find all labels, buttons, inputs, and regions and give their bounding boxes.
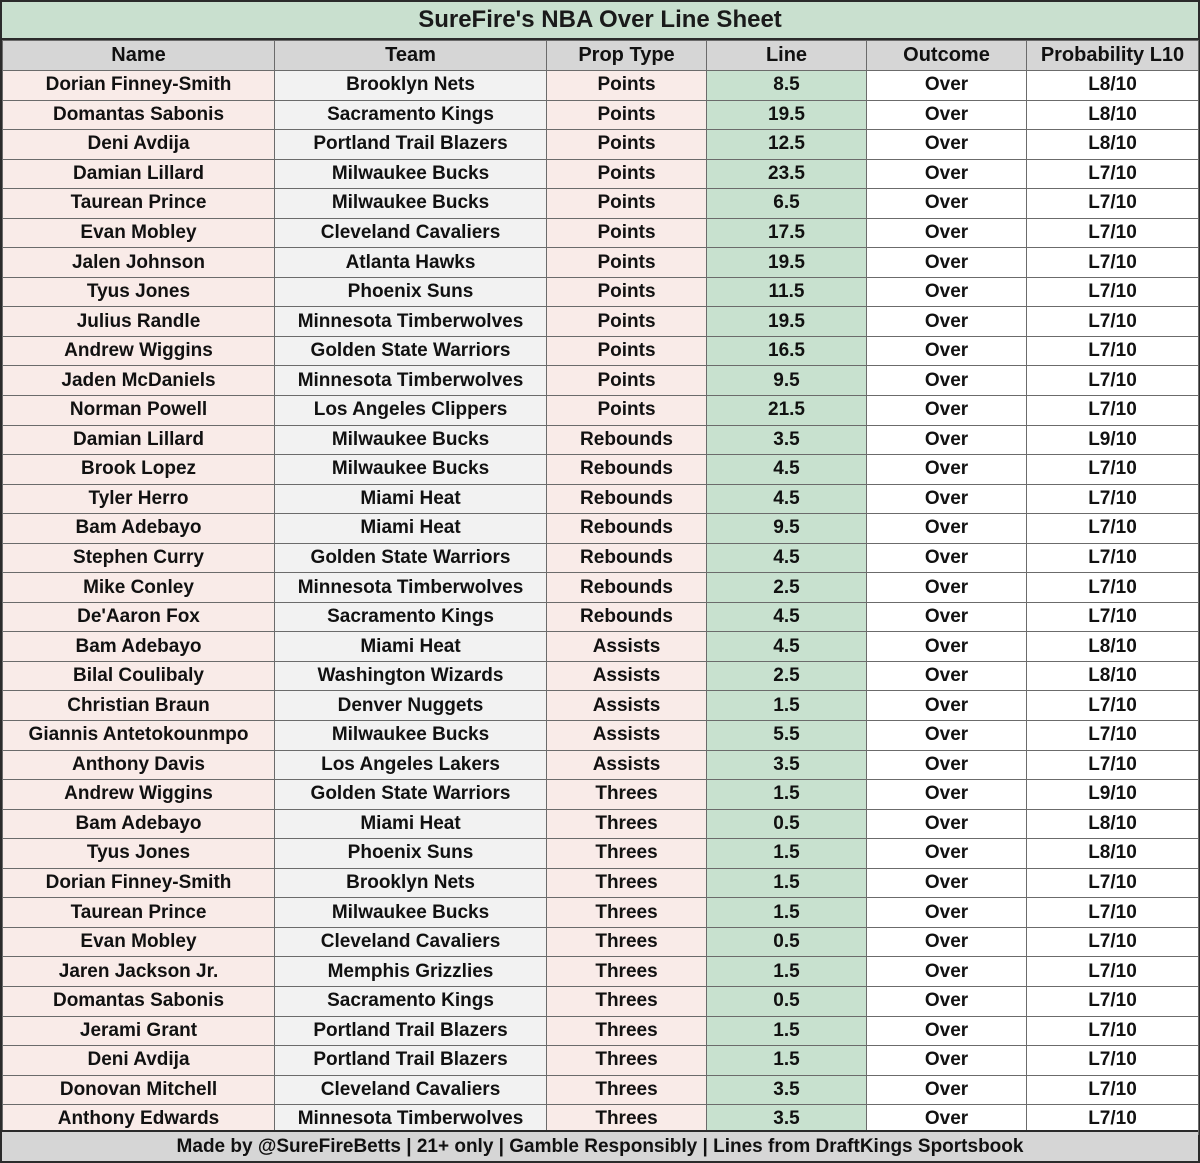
outcome-cell: Over: [867, 71, 1027, 101]
line-cell: 1.5: [707, 1016, 867, 1046]
line-cell: 19.5: [707, 248, 867, 278]
column-header-name: Name: [3, 41, 275, 71]
probability-cell: L7/10: [1027, 721, 1199, 751]
line-cell: 3.5: [707, 750, 867, 780]
probability-cell: L7/10: [1027, 396, 1199, 426]
team-cell: Sacramento Kings: [275, 986, 547, 1016]
props-table: [2, 40, 1199, 1135]
probability-cell: L7/10: [1027, 543, 1199, 573]
team-cell: Portland Trail Blazers: [275, 1016, 547, 1046]
prop-type-cell: Points: [547, 159, 707, 189]
outcome-cell: Over: [867, 957, 1027, 987]
table-row: [3, 277, 1199, 307]
outcome-cell: Over: [867, 100, 1027, 130]
team-cell: Golden State Warriors: [275, 543, 547, 573]
table-row: [3, 484, 1199, 514]
player-name-cell: Julius Randle: [3, 307, 275, 337]
line-cell: 5.5: [707, 721, 867, 751]
prop-type-cell: Assists: [547, 750, 707, 780]
player-name-cell: Dorian Finney-Smith: [3, 71, 275, 101]
player-name-cell: Norman Powell: [3, 396, 275, 426]
prop-type-cell: Threes: [547, 898, 707, 928]
table-row: [3, 602, 1199, 632]
outcome-cell: Over: [867, 1016, 1027, 1046]
prop-type-cell: Points: [547, 307, 707, 337]
prop-type-cell: Rebounds: [547, 543, 707, 573]
probability-cell: L7/10: [1027, 602, 1199, 632]
line-cell: 4.5: [707, 543, 867, 573]
line-cell: 0.5: [707, 986, 867, 1016]
table-row: [3, 336, 1199, 366]
outcome-cell: Over: [867, 543, 1027, 573]
team-cell: Los Angeles Clippers: [275, 396, 547, 426]
table-row: [3, 632, 1199, 662]
team-cell: Milwaukee Bucks: [275, 721, 547, 751]
probability-cell: L7/10: [1027, 277, 1199, 307]
team-cell: Phoenix Suns: [275, 277, 547, 307]
probability-cell: L7/10: [1027, 573, 1199, 603]
prop-type-cell: Points: [547, 218, 707, 248]
player-name-cell: Jaren Jackson Jr.: [3, 957, 275, 987]
prop-type-cell: Assists: [547, 721, 707, 751]
line-cell: 8.5: [707, 71, 867, 101]
prop-type-cell: Points: [547, 336, 707, 366]
player-name-cell: Bilal Coulibaly: [3, 661, 275, 691]
team-cell: Washington Wizards: [275, 661, 547, 691]
outcome-cell: Over: [867, 248, 1027, 278]
player-name-cell: Tyus Jones: [3, 839, 275, 869]
team-cell: Cleveland Cavaliers: [275, 927, 547, 957]
line-cell: 1.5: [707, 780, 867, 810]
team-cell: Sacramento Kings: [275, 100, 547, 130]
column-header-line: Line: [707, 41, 867, 71]
line-cell: 0.5: [707, 809, 867, 839]
player-name-cell: Domantas Sabonis: [3, 986, 275, 1016]
line-cell: 1.5: [707, 839, 867, 869]
prop-type-cell: Threes: [547, 1046, 707, 1076]
probability-cell: L7/10: [1027, 1016, 1199, 1046]
table-row: [3, 780, 1199, 810]
table-row: [3, 809, 1199, 839]
team-cell: Denver Nuggets: [275, 691, 547, 721]
player-name-cell: Deni Avdija: [3, 130, 275, 160]
outcome-cell: Over: [867, 573, 1027, 603]
table-row: [3, 218, 1199, 248]
team-cell: Milwaukee Bucks: [275, 189, 547, 219]
prop-type-cell: Points: [547, 277, 707, 307]
line-cell: 2.5: [707, 573, 867, 603]
team-cell: Minnesota Timberwolves: [275, 1105, 547, 1135]
outcome-cell: Over: [867, 721, 1027, 751]
probability-cell: L7/10: [1027, 455, 1199, 485]
player-name-cell: Mike Conley: [3, 573, 275, 603]
prop-type-cell: Threes: [547, 839, 707, 869]
prop-type-cell: Points: [547, 396, 707, 426]
table-row: [3, 366, 1199, 396]
line-cell: 2.5: [707, 661, 867, 691]
table-row: [3, 721, 1199, 751]
team-cell: Atlanta Hawks: [275, 248, 547, 278]
probability-cell: L8/10: [1027, 632, 1199, 662]
outcome-cell: Over: [867, 632, 1027, 662]
outcome-cell: Over: [867, 425, 1027, 455]
player-name-cell: Bam Adebayo: [3, 632, 275, 662]
line-cell: 11.5: [707, 277, 867, 307]
player-name-cell: Andrew Wiggins: [3, 780, 275, 810]
table-row: [3, 927, 1199, 957]
player-name-cell: Bam Adebayo: [3, 514, 275, 544]
table-row: [3, 661, 1199, 691]
line-cell: 9.5: [707, 514, 867, 544]
outcome-cell: Over: [867, 336, 1027, 366]
line-cell: 1.5: [707, 898, 867, 928]
player-name-cell: De'Aaron Fox: [3, 602, 275, 632]
team-cell: Minnesota Timberwolves: [275, 307, 547, 337]
table-row: [3, 543, 1199, 573]
outcome-cell: Over: [867, 484, 1027, 514]
probability-cell: L7/10: [1027, 1105, 1199, 1135]
team-cell: Portland Trail Blazers: [275, 130, 547, 160]
prop-type-cell: Threes: [547, 780, 707, 810]
player-name-cell: Jaden McDaniels: [3, 366, 275, 396]
team-cell: Miami Heat: [275, 632, 547, 662]
probability-cell: L7/10: [1027, 691, 1199, 721]
outcome-cell: Over: [867, 868, 1027, 898]
outcome-cell: Over: [867, 602, 1027, 632]
team-cell: Milwaukee Bucks: [275, 159, 547, 189]
prop-type-cell: Points: [547, 100, 707, 130]
player-name-cell: Donovan Mitchell: [3, 1075, 275, 1105]
team-cell: Phoenix Suns: [275, 839, 547, 869]
probability-cell: L7/10: [1027, 898, 1199, 928]
column-header-probability: Probability L10: [1027, 41, 1199, 71]
outcome-cell: Over: [867, 366, 1027, 396]
prop-type-cell: Rebounds: [547, 514, 707, 544]
probability-cell: L9/10: [1027, 425, 1199, 455]
column-header-team: Team: [275, 41, 547, 71]
probability-cell: L7/10: [1027, 986, 1199, 1016]
line-cell: 3.5: [707, 425, 867, 455]
prop-type-cell: Threes: [547, 986, 707, 1016]
probability-cell: L7/10: [1027, 927, 1199, 957]
outcome-cell: Over: [867, 159, 1027, 189]
line-cell: 16.5: [707, 336, 867, 366]
probability-cell: L7/10: [1027, 336, 1199, 366]
player-name-cell: Tyler Herro: [3, 484, 275, 514]
player-name-cell: Bam Adebayo: [3, 809, 275, 839]
probability-cell: L7/10: [1027, 514, 1199, 544]
outcome-cell: Over: [867, 750, 1027, 780]
player-name-cell: Domantas Sabonis: [3, 100, 275, 130]
outcome-cell: Over: [867, 661, 1027, 691]
player-name-cell: Anthony Davis: [3, 750, 275, 780]
probability-cell: L8/10: [1027, 809, 1199, 839]
probability-cell: L9/10: [1027, 780, 1199, 810]
probability-cell: L7/10: [1027, 750, 1199, 780]
table-row: [3, 1046, 1199, 1076]
prop-type-cell: Threes: [547, 1105, 707, 1135]
table-row: [3, 1075, 1199, 1105]
line-cell: 9.5: [707, 366, 867, 396]
player-name-cell: Christian Braun: [3, 691, 275, 721]
line-cell: 6.5: [707, 189, 867, 219]
probability-cell: L7/10: [1027, 1075, 1199, 1105]
line-cell: 0.5: [707, 927, 867, 957]
outcome-cell: Over: [867, 189, 1027, 219]
prop-type-cell: Points: [547, 366, 707, 396]
team-cell: Golden State Warriors: [275, 336, 547, 366]
team-cell: Milwaukee Bucks: [275, 455, 547, 485]
team-cell: Miami Heat: [275, 484, 547, 514]
prop-type-cell: Points: [547, 248, 707, 278]
player-name-cell: Damian Lillard: [3, 159, 275, 189]
line-cell: 17.5: [707, 218, 867, 248]
line-cell: 4.5: [707, 602, 867, 632]
team-cell: Golden State Warriors: [275, 780, 547, 810]
player-name-cell: Brook Lopez: [3, 455, 275, 485]
line-cell: 1.5: [707, 868, 867, 898]
prop-type-cell: Threes: [547, 809, 707, 839]
table-row: [3, 898, 1199, 928]
outcome-cell: Over: [867, 986, 1027, 1016]
prop-type-cell: Threes: [547, 868, 707, 898]
probability-cell: L8/10: [1027, 839, 1199, 869]
table-row: [3, 130, 1199, 160]
header-row: [3, 41, 1199, 71]
prop-type-cell: Rebounds: [547, 455, 707, 485]
table-row: [3, 425, 1199, 455]
probability-cell: L7/10: [1027, 248, 1199, 278]
line-cell: 4.5: [707, 455, 867, 485]
outcome-cell: Over: [867, 514, 1027, 544]
team-cell: Minnesota Timberwolves: [275, 366, 547, 396]
outcome-cell: Over: [867, 1105, 1027, 1135]
team-cell: Sacramento Kings: [275, 602, 547, 632]
outcome-cell: Over: [867, 455, 1027, 485]
prop-type-cell: Threes: [547, 1016, 707, 1046]
line-cell: 4.5: [707, 632, 867, 662]
line-cell: 19.5: [707, 100, 867, 130]
line-cell: 4.5: [707, 484, 867, 514]
probability-cell: L7/10: [1027, 366, 1199, 396]
player-name-cell: Jalen Johnson: [3, 248, 275, 278]
team-cell: Minnesota Timberwolves: [275, 573, 547, 603]
outcome-cell: Over: [867, 130, 1027, 160]
player-name-cell: Giannis Antetokounmpo: [3, 721, 275, 751]
table-row: [3, 839, 1199, 869]
probability-cell: L8/10: [1027, 71, 1199, 101]
player-name-cell: Taurean Prince: [3, 898, 275, 928]
player-name-cell: Andrew Wiggins: [3, 336, 275, 366]
prop-type-cell: Assists: [547, 661, 707, 691]
prop-type-cell: Rebounds: [547, 602, 707, 632]
table-row: [3, 189, 1199, 219]
column-header-outcome: Outcome: [867, 41, 1027, 71]
team-cell: Cleveland Cavaliers: [275, 1075, 547, 1105]
outcome-cell: Over: [867, 898, 1027, 928]
probability-cell: L7/10: [1027, 957, 1199, 987]
player-name-cell: Stephen Curry: [3, 543, 275, 573]
table-row: [3, 957, 1199, 987]
probability-cell: L7/10: [1027, 159, 1199, 189]
outcome-cell: Over: [867, 218, 1027, 248]
line-cell: 3.5: [707, 1075, 867, 1105]
probability-cell: L7/10: [1027, 218, 1199, 248]
table-row: [3, 100, 1199, 130]
probability-cell: L7/10: [1027, 189, 1199, 219]
outcome-cell: Over: [867, 927, 1027, 957]
sheet-title: SureFire's NBA Over Line Sheet: [2, 2, 1198, 40]
line-cell: 1.5: [707, 957, 867, 987]
probability-cell: L8/10: [1027, 100, 1199, 130]
table-row: [3, 750, 1199, 780]
team-cell: Portland Trail Blazers: [275, 1046, 547, 1076]
table-row: [3, 159, 1199, 189]
prop-type-cell: Assists: [547, 632, 707, 662]
line-cell: 1.5: [707, 1046, 867, 1076]
probability-cell: L7/10: [1027, 868, 1199, 898]
prop-type-cell: Threes: [547, 1075, 707, 1105]
table-row: [3, 455, 1199, 485]
line-cell: 23.5: [707, 159, 867, 189]
outcome-cell: Over: [867, 1046, 1027, 1076]
team-cell: Miami Heat: [275, 809, 547, 839]
team-cell: Memphis Grizzlies: [275, 957, 547, 987]
player-name-cell: Damian Lillard: [3, 425, 275, 455]
team-cell: Milwaukee Bucks: [275, 425, 547, 455]
team-cell: Los Angeles Lakers: [275, 750, 547, 780]
prop-type-cell: Points: [547, 189, 707, 219]
column-header-prop-type: Prop Type: [547, 41, 707, 71]
line-cell: 3.5: [707, 1105, 867, 1135]
table-row: [3, 1016, 1199, 1046]
prop-type-cell: Rebounds: [547, 573, 707, 603]
player-name-cell: Evan Mobley: [3, 218, 275, 248]
probability-cell: L7/10: [1027, 307, 1199, 337]
player-name-cell: Evan Mobley: [3, 927, 275, 957]
team-cell: Brooklyn Nets: [275, 71, 547, 101]
outcome-cell: Over: [867, 396, 1027, 426]
team-cell: Milwaukee Bucks: [275, 898, 547, 928]
probability-cell: L7/10: [1027, 484, 1199, 514]
player-name-cell: Dorian Finney-Smith: [3, 868, 275, 898]
table-row: [3, 691, 1199, 721]
table-body: [3, 71, 1199, 1135]
prop-type-cell: Threes: [547, 957, 707, 987]
outcome-cell: Over: [867, 809, 1027, 839]
team-cell: Miami Heat: [275, 514, 547, 544]
player-name-cell: Taurean Prince: [3, 189, 275, 219]
footer-note: Made by @SureFireBetts | 21+ only | Gamble Responsibly | Lines from DraftKings Sportsbook: [2, 1130, 1198, 1161]
probability-cell: L8/10: [1027, 130, 1199, 160]
outcome-cell: Over: [867, 839, 1027, 869]
team-cell: Cleveland Cavaliers: [275, 218, 547, 248]
outcome-cell: Over: [867, 1075, 1027, 1105]
probability-cell: L7/10: [1027, 1046, 1199, 1076]
table-row: [3, 248, 1199, 278]
table-row: [3, 986, 1199, 1016]
line-cell: 1.5: [707, 691, 867, 721]
line-cell: 12.5: [707, 130, 867, 160]
prop-type-cell: Points: [547, 71, 707, 101]
line-cell: 21.5: [707, 396, 867, 426]
prop-type-cell: Assists: [547, 691, 707, 721]
prop-type-cell: Threes: [547, 927, 707, 957]
team-cell: Brooklyn Nets: [275, 868, 547, 898]
player-name-cell: Anthony Edwards: [3, 1105, 275, 1135]
prop-type-cell: Points: [547, 130, 707, 160]
outcome-cell: Over: [867, 691, 1027, 721]
outcome-cell: Over: [867, 780, 1027, 810]
table-row: [3, 573, 1199, 603]
prop-type-cell: Rebounds: [547, 484, 707, 514]
player-name-cell: Tyus Jones: [3, 277, 275, 307]
line-cell: 19.5: [707, 307, 867, 337]
prop-type-cell: Rebounds: [547, 425, 707, 455]
table-row: [3, 71, 1199, 101]
outcome-cell: Over: [867, 307, 1027, 337]
table-row: [3, 868, 1199, 898]
table-row: [3, 396, 1199, 426]
player-name-cell: Jerami Grant: [3, 1016, 275, 1046]
table-row: [3, 514, 1199, 544]
probability-cell: L8/10: [1027, 661, 1199, 691]
player-name-cell: Deni Avdija: [3, 1046, 275, 1076]
table-row: [3, 307, 1199, 337]
outcome-cell: Over: [867, 277, 1027, 307]
